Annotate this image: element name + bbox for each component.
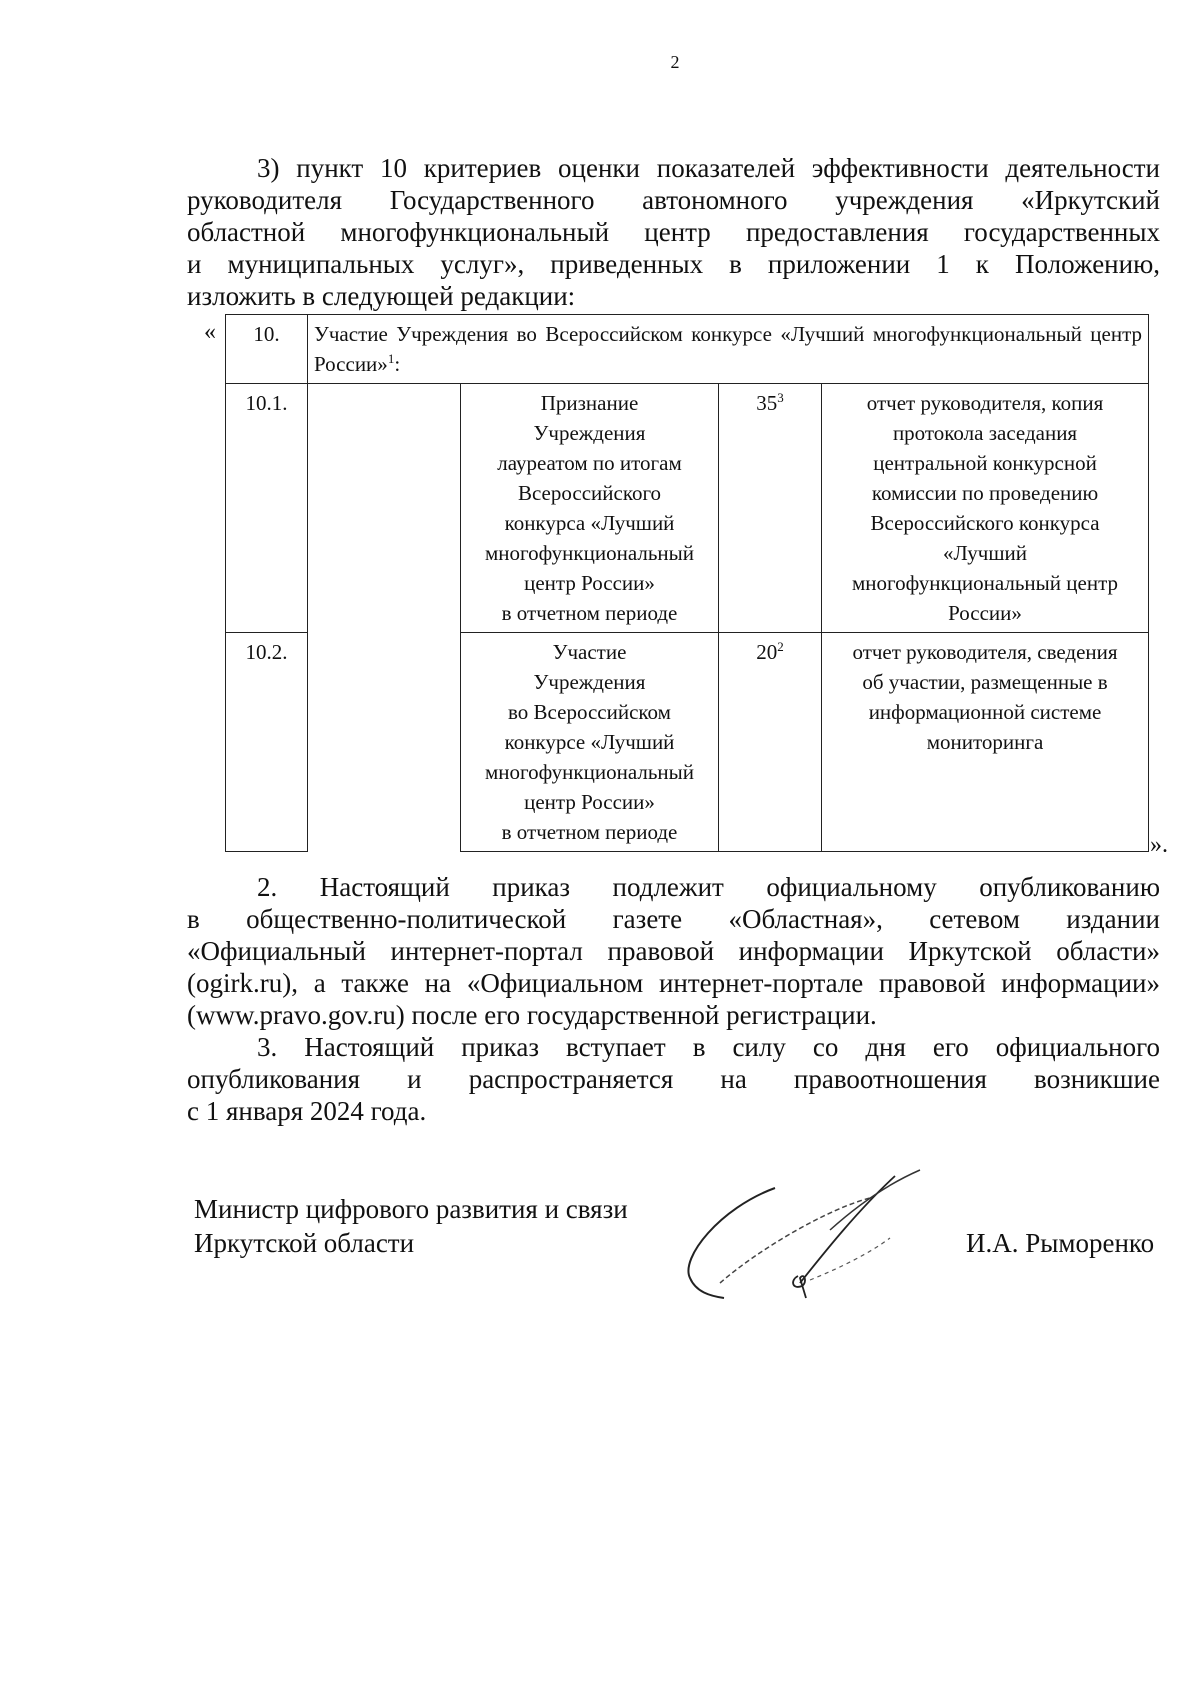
paragraph-line: с 1 января 2024 года. bbox=[187, 1096, 427, 1126]
intro-paragraph bbox=[187, 152, 1160, 312]
row-source-cell: отчет руководителя, сведения об участии, размещенные в информационной системе мониторинга bbox=[822, 633, 1149, 852]
row-num-cell: 10.1. bbox=[226, 384, 308, 633]
header-text-cell bbox=[308, 315, 1149, 384]
paragraph-line: «Официальный интернет-портал правовой информации Иркутской области» bbox=[187, 936, 1160, 966]
position-line: Иркутской области bbox=[194, 1228, 415, 1258]
row-points: 35 bbox=[756, 391, 778, 415]
row-criterion-cell: Участие Учреждения во Всероссийском конкурсе «Лучший многофункциональный центр России» в отчетном периоде bbox=[461, 633, 719, 852]
intro-line: 3) пункт 10 критериев оценки показателей эффективности деятельности bbox=[257, 153, 1160, 183]
paragraph-line: 2. Настоящий приказ подлежит официальному опубликованию bbox=[257, 872, 1160, 902]
header-text: Участие Учреждения во Всероссийском конкурсе «Лучший многофункциональный центр России» bbox=[314, 322, 1143, 376]
opening-quote: « bbox=[204, 319, 216, 345]
signer-position bbox=[194, 1192, 628, 1260]
paragraph-line: (ogirk.ru), а также на «Официальном интернет-портале правовой информации» bbox=[187, 968, 1160, 998]
intro-line: изложить в следующей редакции: bbox=[187, 281, 576, 311]
intro-line: руководителя Государственного автономного учреждения «Иркутский bbox=[187, 185, 1160, 215]
row-points-footnote: 3 bbox=[777, 390, 784, 405]
header-footnote: 1 bbox=[387, 351, 395, 366]
header-suffix: : bbox=[394, 352, 401, 376]
intro-line: и муниципальных услуг», приведенных в приложении 1 к Положению, bbox=[187, 249, 1160, 279]
row-points: 20 bbox=[756, 640, 778, 664]
row-source-cell: отчет руководителя, копия протокола заседания центральной конкурсной комиссии по проведению Всероссийского конкурса «Лучший многофункциональный центр России» bbox=[822, 384, 1149, 633]
row-points-footnote: 2 bbox=[777, 639, 784, 654]
position-line: Министр цифрового развития и связи bbox=[194, 1194, 628, 1224]
intro-line: областной многофункциональный центр предоставления государственных bbox=[187, 217, 1160, 247]
row-points-cell bbox=[719, 384, 822, 633]
signer-name: И.А. Рыморенко bbox=[966, 1228, 1155, 1258]
table-header-row bbox=[226, 315, 1149, 384]
row-criterion-cell: Признание Учреждения лауреатом по итогам Всероссийского конкурса «Лучший многофункциональный центр России» в отчетном периоде bbox=[461, 384, 719, 633]
paragraph-line: опубликования и распространяется на правоотношения возникшие bbox=[187, 1064, 1160, 1094]
table-row bbox=[226, 384, 1149, 633]
paragraph-3 bbox=[187, 1031, 1160, 1127]
handwritten-signature bbox=[680, 1168, 960, 1308]
header-num-cell: 10. bbox=[226, 315, 308, 384]
page-number: 2 bbox=[670, 52, 680, 72]
paragraph-line: в общественно-политической газете «Областная», сетевом издании bbox=[187, 904, 1160, 934]
criteria-table bbox=[225, 314, 1149, 852]
paragraph-line: 3. Настоящий приказ вступает в силу со дня его официального bbox=[257, 1032, 1160, 1062]
row-num-cell: 10.2. bbox=[226, 633, 308, 852]
closing-quote: ». bbox=[1150, 832, 1168, 858]
paragraph-line: (www.pravo.gov.ru) после его государственной регистрации. bbox=[187, 1000, 877, 1030]
paragraph-2 bbox=[187, 871, 1160, 1031]
row-points-cell bbox=[719, 633, 822, 852]
row-empty-cell bbox=[308, 384, 461, 852]
